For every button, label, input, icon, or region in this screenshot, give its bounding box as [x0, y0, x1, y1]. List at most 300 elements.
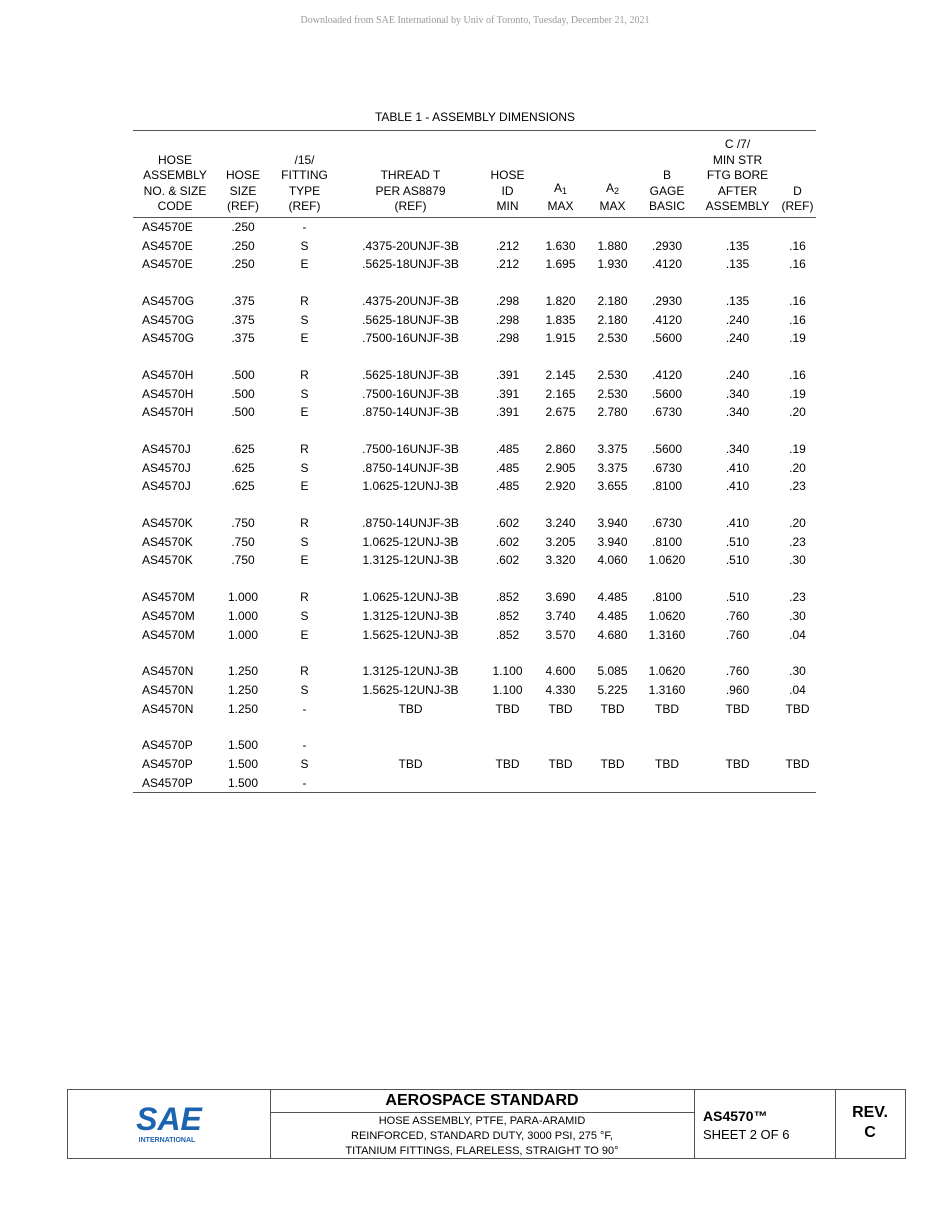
cell-d-ref: .16: [789, 257, 806, 272]
cell-a1-max: 1.915: [545, 331, 576, 346]
revision-cell: [835, 1090, 905, 1158]
cell-assembly-code: AS4570N: [142, 682, 194, 697]
cell-c-bore: .340: [725, 405, 750, 420]
document-number: AS4570™: [703, 1108, 768, 1124]
cell-a2-max: 5.085: [597, 664, 628, 679]
cell-b-gage: .8100: [651, 534, 683, 549]
cell-fitting-type: R: [300, 590, 309, 605]
cell-c-bore: .760: [725, 608, 750, 623]
cell-thread: .7500-16UNJF-3B: [362, 331, 459, 346]
cell-d-ref: .20: [789, 405, 806, 420]
cell-thread: 1.0625-12UNJ-3B: [362, 479, 459, 494]
cell-c-bore: [696, 217, 779, 236]
cell-a1-max: 4.600: [545, 664, 576, 679]
table-row: [133, 236, 816, 255]
cell-d-ref: .16: [789, 293, 806, 308]
cell-assembly-code: AS4570M: [142, 627, 195, 642]
table-row: [133, 477, 816, 496]
cell-d-ref: .20: [789, 516, 806, 531]
group-spacer: [133, 644, 816, 662]
sae-logo: [134, 1100, 204, 1146]
cell-assembly-code: AS4570N: [142, 664, 194, 679]
cell-hose-id: .852: [495, 590, 520, 605]
cell-a1-max: [534, 217, 587, 236]
cell-assembly-code: AS4570P: [142, 756, 193, 771]
cell-c-bore: .510: [725, 553, 750, 568]
cell-hose-id: TBD: [495, 701, 520, 716]
cell-b-gage: 1.3160: [648, 682, 686, 697]
cell-a2-max: 4.060: [597, 553, 628, 568]
cell-fitting-type: R: [300, 516, 309, 531]
cell-a1-max: 1.630: [545, 238, 576, 253]
cell-fitting-type: S: [300, 682, 309, 697]
table-row: [133, 255, 816, 274]
cell-hose-size: 1.250: [227, 682, 259, 697]
cell-assembly-code: AS4570P: [142, 738, 193, 753]
cell-a2-max: 4.485: [597, 590, 628, 605]
cell-b-gage: 1.0620: [648, 553, 686, 568]
cell-thread: 1.3125-12UNJ-3B: [362, 664, 459, 679]
cell-a2-max: 2.530: [597, 367, 628, 382]
cell-hose-id: .298: [495, 293, 520, 308]
cell-assembly-code: AS4570H: [142, 367, 194, 382]
table-row: [133, 366, 816, 385]
cell-assembly-code: AS4570J: [142, 442, 191, 457]
cell-assembly-code: AS4570M: [142, 590, 195, 605]
cell-a1-max: 2.145: [545, 367, 576, 382]
cell-a1-max: 3.740: [545, 608, 576, 623]
spacer-cell: [133, 348, 816, 366]
cell-hose-size: .375: [231, 312, 255, 327]
cell-a2-max: 1.930: [597, 257, 628, 272]
standard-type: AEROSPACE STANDARD: [270, 1090, 694, 1113]
cell-fitting-type: S: [300, 312, 309, 327]
table-body: [133, 217, 816, 793]
cell-c-bore: .135: [725, 293, 750, 308]
cell-a1-max: 2.905: [545, 460, 576, 475]
header-d: D (REF): [779, 131, 816, 218]
cell-thread: [340, 217, 481, 236]
cell-c-bore: .510: [725, 534, 750, 549]
table-row: [133, 329, 816, 348]
logo-cell: [68, 1090, 271, 1158]
cell-a1-max: 3.205: [545, 534, 576, 549]
cell-c-bore: .240: [725, 367, 750, 382]
cell-assembly-code: AS4570H: [142, 405, 194, 420]
group-spacer: [133, 718, 816, 736]
sae-logo-text: SAE: [136, 1101, 202, 1137]
cell-a2-max: 5.225: [597, 682, 628, 697]
table-row: [133, 532, 816, 551]
cell-c-bore: TBD: [725, 701, 750, 716]
cell-thread: .7500-16UNJF-3B: [362, 386, 459, 401]
table-header-row: [133, 131, 816, 218]
table-row: [133, 588, 816, 607]
cell-d-ref: TBD: [785, 756, 810, 771]
cell-b-gage: .5600: [651, 442, 683, 457]
cell-a1-max: [534, 773, 587, 792]
cell-a1-max: 2.675: [545, 405, 576, 420]
cell-assembly-code: AS4570M: [142, 608, 195, 623]
cell-d-ref: .19: [789, 386, 806, 401]
cell-a1-max: 3.570: [545, 627, 576, 642]
cell-fitting-type: -: [302, 219, 307, 234]
cell-hose-size: .500: [231, 386, 255, 401]
cell-hose-size: 1.250: [227, 701, 259, 716]
cell-thread: 1.5625-12UNJ-3B: [362, 682, 459, 697]
cell-b-gage: .5600: [651, 331, 683, 346]
title-block: [67, 1089, 906, 1159]
table-title: TABLE 1 - ASSEMBLY DIMENSIONS: [374, 110, 576, 124]
cell-fitting-type: E: [300, 257, 309, 272]
cell-fitting-type: E: [300, 331, 309, 346]
document-number-cell: [694, 1090, 836, 1158]
cell-c-bore: .760: [725, 627, 750, 642]
cell-a2-max: 2.530: [597, 331, 628, 346]
cell-a2-max: 2.530: [597, 386, 628, 401]
cell-b-gage: TBD: [655, 701, 679, 716]
cell-thread: 1.5625-12UNJ-3B: [362, 627, 459, 642]
cell-fitting-type: S: [300, 460, 309, 475]
cell-hose-id: .852: [495, 627, 520, 642]
cell-hose-size: .500: [231, 367, 255, 382]
cell-assembly-code: AS4570K: [142, 516, 193, 531]
cell-thread: [340, 736, 481, 755]
cell-fitting-type: S: [300, 756, 309, 771]
table-row: [133, 403, 816, 422]
group-spacer: [133, 496, 816, 514]
cell-a1-max: 2.165: [545, 386, 576, 401]
sheet-number: SHEET 2 OF 6: [703, 1127, 790, 1142]
cell-c-bore: .240: [725, 312, 750, 327]
cell-c-bore: [696, 773, 779, 792]
cell-c-bore: .760: [725, 664, 750, 679]
cell-thread: .4375-20UNJF-3B: [362, 293, 459, 308]
spacer-cell: [133, 570, 816, 588]
header-a2: $A_2$ MAX: [587, 131, 638, 218]
cell-hose-id: .485: [495, 460, 520, 475]
cell-b-gage: .6730: [651, 405, 683, 420]
cell-a1-max: TBD: [548, 756, 573, 771]
cell-assembly-code: AS4570G: [142, 331, 195, 346]
cell-b-gage: .8100: [651, 590, 683, 605]
cell-a2-max: TBD: [600, 756, 625, 771]
cell-hose-id: .602: [495, 534, 520, 549]
cell-hose-id: 1.100: [492, 664, 523, 679]
table-row: [133, 625, 816, 644]
group-spacer: [133, 348, 816, 366]
cell-c-bore: TBD: [725, 756, 750, 771]
cell-fitting-type: E: [300, 405, 309, 420]
cell-c-bore: .340: [725, 442, 750, 457]
cell-a1-max: 2.920: [545, 479, 576, 494]
cell-thread: 1.3125-12UNJ-3B: [362, 608, 459, 623]
cell-a2-max: 3.375: [597, 442, 628, 457]
cell-thread: 1.3125-12UNJ-3B: [362, 553, 459, 568]
cell-fitting-type: S: [300, 534, 309, 549]
spacer-cell: [133, 496, 816, 514]
cell-fitting-type: R: [300, 367, 309, 382]
cell-hose-size: .250: [231, 219, 255, 234]
cell-hose-id: [481, 773, 534, 792]
cell-a1-max: 2.860: [545, 442, 576, 457]
cell-hose-size: 1.250: [227, 664, 259, 679]
cell-c-bore: .240: [725, 331, 750, 346]
table-row: [133, 662, 816, 681]
cell-hose-size: 1.500: [217, 773, 269, 792]
cell-hose-id: [481, 217, 534, 236]
cell-a2-max: 2.180: [597, 293, 628, 308]
cell-thread: .5625-18UNJF-3B: [362, 257, 459, 272]
cell-a2-max: 4.485: [597, 608, 628, 623]
cell-thread: .5625-18UNJF-3B: [362, 367, 459, 382]
cell-d-ref: .30: [789, 664, 806, 679]
cell-b-gage: .4120: [651, 367, 683, 382]
document-description: HOSE ASSEMBLY, PTFE, PARA-ARAMID REINFORCED, STANDARD DUTY, 3000 PSI, 275 °F, TITANIUM FITTINGS, FLARELESS, STRAIGHT TO 90°: [345, 1115, 619, 1157]
cell-thread: .8750-14UNJF-3B: [362, 405, 459, 420]
cell-fitting-type: S: [300, 238, 309, 253]
cell-c-bore: .510: [725, 590, 750, 605]
cell-hose-id: .298: [495, 312, 520, 327]
cell-d-ref: .19: [789, 331, 806, 346]
cell-a1-max: [534, 736, 587, 755]
cell-c-bore: .960: [725, 682, 750, 697]
cell-a1-max: 1.820: [545, 293, 576, 308]
cell-thread: .4375-20UNJF-3B: [362, 238, 459, 253]
cell-fitting-type: -: [302, 701, 307, 716]
cell-assembly-code: AS4570K: [142, 553, 193, 568]
table-row: [133, 310, 816, 329]
cell-hose-size: .375: [231, 331, 255, 346]
header-hose-id: HOSE ID MIN: [481, 131, 534, 218]
cell-fitting-type: -: [302, 738, 307, 753]
cell-a2-max: 2.180: [597, 312, 628, 327]
cell-assembly-code: AS4570J: [142, 460, 191, 475]
cell-c-bore: .410: [725, 479, 750, 494]
cell-thread: TBD: [398, 701, 423, 716]
cell-hose-size: 1.000: [227, 627, 259, 642]
table-row: [133, 440, 816, 459]
cell-hose-id: .212: [495, 238, 520, 253]
spacer-cell: [133, 718, 816, 736]
cell-a1-max: 3.320: [545, 553, 576, 568]
cell-c-bore: .410: [725, 516, 750, 531]
cell-hose-size: 1.000: [227, 590, 259, 605]
cell-hose-size: .625: [231, 460, 255, 475]
cell-hose-id: .485: [495, 479, 520, 494]
cell-fitting-type: -: [269, 773, 340, 792]
cell-hose-id: 1.100: [492, 682, 523, 697]
cell-hose-size: 1.000: [227, 608, 259, 623]
cell-d-ref: [779, 217, 816, 236]
assembly-dimensions-table: [133, 130, 816, 793]
cell-b-gage: [638, 773, 696, 792]
spacer-cell: [133, 274, 816, 292]
cell-fitting-type: E: [300, 479, 309, 494]
cell-hose-id: .212: [495, 257, 520, 272]
cell-thread: .7500-16UNJF-3B: [362, 442, 459, 457]
cell-thread: .8750-14UNJF-3B: [362, 516, 459, 531]
cell-hose-size: .625: [231, 479, 255, 494]
cell-d-ref: .23: [789, 590, 806, 605]
cell-b-gage: 1.0620: [648, 664, 686, 679]
cell-hose-id: .391: [495, 386, 520, 401]
header-b-gage: B GAGE BASIC: [638, 131, 696, 218]
spacer-cell: [133, 422, 816, 440]
cell-b-gage: [638, 736, 696, 755]
header-thread: THREAD T PER AS8879 (REF): [340, 131, 481, 218]
cell-d-ref: .23: [789, 534, 806, 549]
cell-d-ref: .16: [789, 312, 806, 327]
download-watermark: Downloaded from SAE International by Univ of Toronto, Tuesday, December 21, 2021: [300, 15, 650, 26]
table-row: [133, 773, 816, 792]
description-cell: [270, 1090, 695, 1158]
table-row: [133, 736, 816, 755]
cell-b-gage: [638, 217, 696, 236]
table-row: [133, 514, 816, 533]
cell-assembly-code: AS4570J: [142, 479, 191, 494]
cell-assembly-code: AS4570E: [142, 238, 193, 253]
cell-b-gage: .4120: [651, 312, 683, 327]
cell-b-gage: 1.3160: [648, 627, 686, 642]
group-spacer: [133, 274, 816, 292]
cell-hose-size: .500: [231, 405, 255, 420]
cell-a2-max: [587, 736, 638, 755]
header-assembly-code: HOSE ASSEMBLY NO. & SIZE CODE: [133, 131, 217, 218]
cell-d-ref: .23: [789, 479, 806, 494]
cell-a1-max: 1.695: [545, 257, 576, 272]
cell-assembly-code: AS4570N: [142, 701, 194, 716]
table-row: [133, 292, 816, 311]
cell-a2-max: 3.375: [597, 460, 628, 475]
cell-a2-max: 1.880: [597, 238, 628, 253]
cell-hose-id: .391: [495, 367, 520, 382]
cell-d-ref: [779, 736, 816, 755]
cell-a2-max: 3.940: [597, 516, 628, 531]
header-hose-size: HOSE SIZE (REF): [217, 131, 269, 218]
cell-fitting-type: E: [300, 553, 309, 568]
header-a1: $A_1$ MAX: [534, 131, 587, 218]
cell-hose-size: .750: [231, 553, 255, 568]
cell-hose-size: .625: [231, 442, 255, 457]
table-row: [133, 607, 816, 626]
cell-d-ref: .16: [789, 367, 806, 382]
group-spacer: [133, 570, 816, 588]
cell-fitting-type: S: [300, 386, 309, 401]
cell-assembly-code: AS4570G: [142, 312, 195, 327]
cell-hose-id: .485: [495, 442, 520, 457]
cell-hose-size: .250: [231, 257, 255, 272]
cell-fitting-type: R: [300, 664, 309, 679]
cell-b-gage: .2930: [651, 293, 683, 308]
cell-hose-id: .391: [495, 405, 520, 420]
cell-a2-max: [587, 773, 638, 792]
cell-fitting-type: S: [300, 608, 309, 623]
table-row: [133, 458, 816, 477]
cell-b-gage: .5600: [651, 386, 683, 401]
cell-d-ref: .04: [789, 627, 806, 642]
table-row: [133, 217, 816, 236]
cell-d-ref: .30: [789, 553, 806, 568]
cell-d-ref: .16: [789, 238, 806, 253]
cell-c-bore: .135: [725, 257, 750, 272]
cell-thread: .5625-18UNJF-3B: [362, 312, 459, 327]
spacer-cell: [133, 644, 816, 662]
cell-c-bore: .135: [725, 238, 750, 253]
cell-a2-max: 2.780: [597, 405, 628, 420]
group-spacer: [133, 422, 816, 440]
cell-d-ref: TBD: [785, 701, 810, 716]
cell-d-ref: .20: [789, 460, 806, 475]
cell-hose-size: 1.500: [227, 756, 259, 771]
cell-fitting-type: R: [300, 442, 309, 457]
cell-assembly-code: AS4570E: [142, 257, 193, 272]
cell-c-bore: [696, 736, 779, 755]
cell-fitting-type: R: [300, 293, 309, 308]
cell-b-gage: .8100: [651, 479, 683, 494]
cell-b-gage: .6730: [651, 516, 683, 531]
table-row: [133, 384, 816, 403]
cell-hose-size: 1.500: [227, 738, 259, 753]
cell-a1-max: 4.330: [545, 682, 576, 697]
cell-d-ref: .19: [789, 442, 806, 457]
table-row: [133, 755, 816, 774]
cell-hose-id: .852: [495, 608, 520, 623]
cell-a2-max: [587, 217, 638, 236]
cell-fitting-type: E: [300, 627, 309, 642]
cell-assembly-code: AS4570P: [133, 773, 217, 792]
cell-hose-size: .250: [231, 238, 255, 253]
cell-d-ref: .04: [789, 682, 806, 697]
cell-hose-id: TBD: [495, 756, 520, 771]
cell-hose-id: .602: [495, 516, 520, 531]
cell-hose-id: .298: [495, 331, 520, 346]
cell-assembly-code: AS4570K: [142, 534, 193, 549]
table-row: [133, 551, 816, 570]
cell-thread: .8750-14UNJF-3B: [362, 460, 459, 475]
cell-a2-max: TBD: [600, 701, 625, 716]
cell-b-gage: 1.0620: [648, 608, 686, 623]
cell-b-gage: .2930: [651, 238, 683, 253]
cell-a1-max: 3.240: [545, 516, 576, 531]
cell-a2-max: 3.940: [597, 534, 628, 549]
cell-d-ref: [779, 773, 816, 792]
sae-logo-subtext: INTERNATIONAL: [138, 1137, 196, 1144]
cell-a2-max: 3.655: [597, 479, 628, 494]
cell-a1-max: 1.835: [545, 312, 576, 327]
cell-b-gage: TBD: [655, 756, 679, 771]
cell-assembly-code: AS4570H: [142, 386, 194, 401]
table-row: [133, 699, 816, 718]
cell-hose-size: .750: [231, 516, 255, 531]
cell-thread: [340, 773, 481, 792]
cell-assembly-code: AS4570E: [142, 219, 193, 234]
cell-d-ref: .30: [789, 608, 806, 623]
header-fitting-type: /15/ FITTING TYPE (REF): [269, 131, 340, 218]
cell-thread: TBD: [398, 756, 423, 771]
cell-a2-max: 4.680: [597, 627, 628, 642]
cell-b-gage: .4120: [651, 257, 683, 272]
table-row: [133, 681, 816, 700]
cell-a1-max: TBD: [548, 701, 573, 716]
cell-assembly-code: AS4570G: [142, 293, 195, 308]
cell-c-bore: .410: [725, 460, 750, 475]
cell-thread: 1.0625-12UNJ-3B: [362, 534, 459, 549]
header-c-bore: C /7/ MIN STR FTG BORE AFTER ASSEMBLY: [696, 131, 779, 218]
cell-a1-max: 3.690: [545, 590, 576, 605]
cell-c-bore: .340: [725, 386, 750, 401]
cell-thread: 1.0625-12UNJ-3B: [362, 590, 459, 605]
